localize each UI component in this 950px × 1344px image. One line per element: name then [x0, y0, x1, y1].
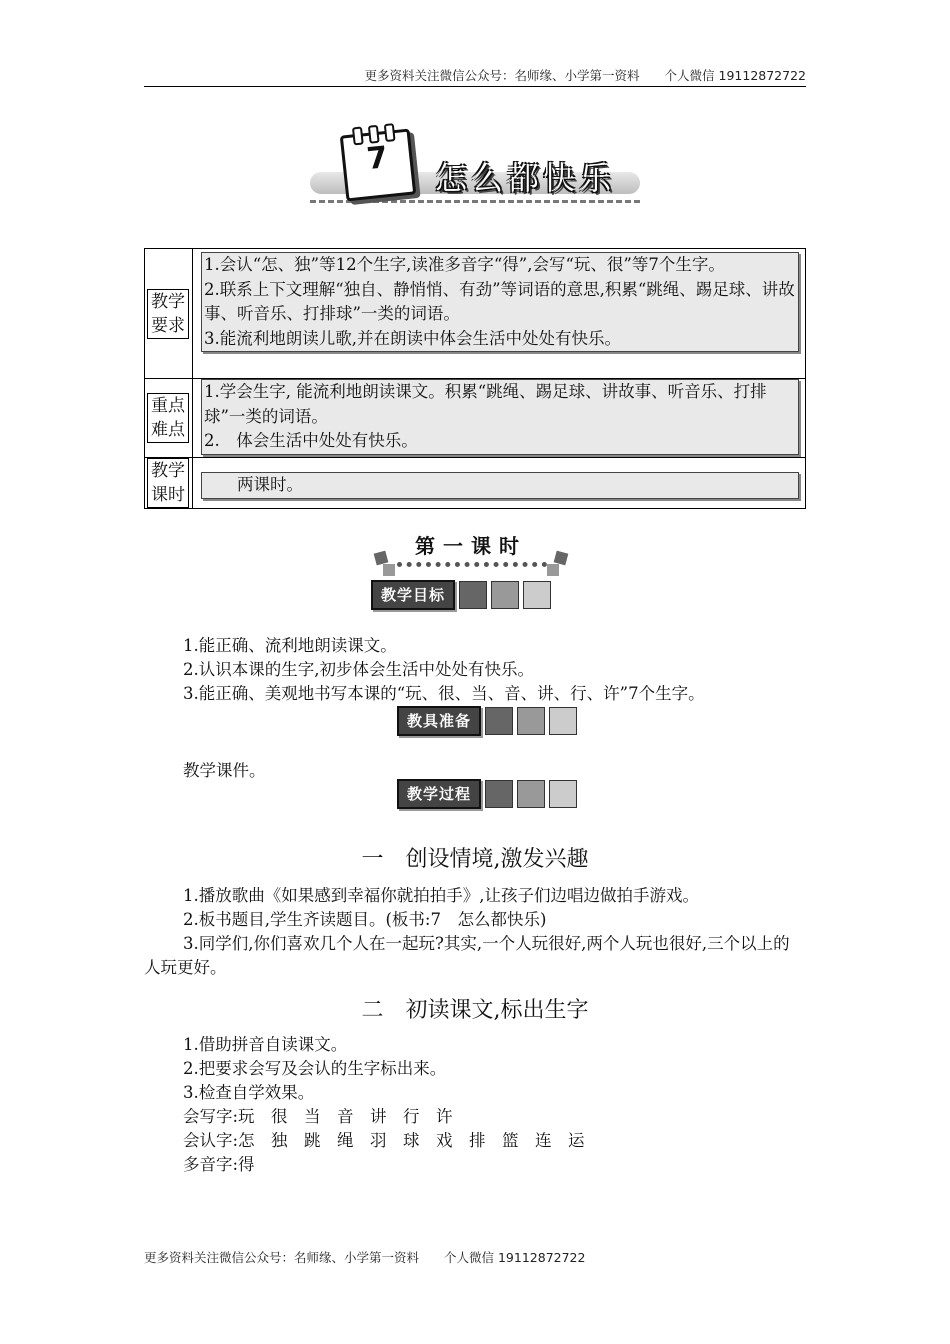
tools-text: 教学课件。 [183, 761, 266, 780]
info-label: 教学要求 [147, 289, 189, 339]
part2-list [144, 1033, 806, 1177]
info-line: 2. 体会生活中处处有快乐。 [204, 431, 418, 450]
section-tag-goals: 教学目标 [371, 580, 551, 610]
page-footer: 更多资料关注微信公众号：名师缘、小学第一资料 个人微信 19112872722 [144, 1250, 586, 1265]
goal-item: 2.认识本课的生字,初步体会生活中处处有快乐。 [183, 660, 534, 679]
header-rule [144, 86, 806, 87]
info-line: 2.联系上下文理解“独自、静悄悄、有劲”等词语的意思,积累“跳绳、踢足球、讲故事、听音乐、打排球”一类的词语。 [204, 279, 795, 323]
info-row-keypoints [144, 379, 806, 458]
goals-list [144, 634, 806, 706]
step-item: 3.同学们,你们喜欢几个人在一起玩?其实,一个人玩很好,两个人玩也很好,三个以上的人玩更好。 [144, 934, 790, 977]
info-row-requirements [144, 249, 806, 379]
step-item: 2.把要求会写及会认的生字标出来。 [183, 1059, 447, 1078]
goal-item: 1.能正确、流利地朗读课文。 [183, 636, 397, 655]
step-item: 1.播放歌曲《如果感到幸福你就拍拍手》,让孩子们边唱边做拍手游戏。 [183, 886, 699, 905]
step-item: 2.板书题目,学生齐读题目。(板书:7 怎么都快乐) [183, 910, 547, 929]
step-item: 1.借助拼音自读课文。 [183, 1035, 348, 1054]
info-table [144, 248, 806, 509]
lesson-period-title: 第一课时 [415, 534, 527, 558]
part1-heading: 一 创设情境,激发兴趣 [361, 847, 589, 872]
section-tag-tools: 教具准备 [397, 706, 577, 736]
part2-heading: 二 初读课文,标出生字 [361, 998, 589, 1023]
info-content [201, 252, 799, 352]
info-row-hours [144, 458, 806, 508]
info-content [201, 472, 799, 499]
info-label: 教学课时 [147, 458, 189, 508]
info-line: 1.会认“怎、独”等12个生字,读准多音字“得”,会写“玩、很”等7个生字。 [204, 255, 725, 274]
info-line: 1.学会生字, 能流利地朗读课文。积累“跳绳、踢足球、讲故事、听音乐、打排球”一类的词语。 [204, 382, 767, 426]
info-label: 重点难点 [147, 393, 189, 443]
recognize-chars: 会认字:怎 独 跳 绳 羽 球 戏 排 篮 连 运 [183, 1131, 585, 1150]
info-line: 两课时。 [204, 475, 303, 494]
lesson-title-banner [305, 120, 645, 210]
polyphone-chars: 多音字:得 [183, 1155, 255, 1174]
lesson-heading [375, 528, 575, 576]
part1-list [144, 884, 806, 980]
page-header: 更多资料关注微信公众号：名师缘、小学第一资料 个人微信 19112872722 [364, 68, 806, 83]
calendar-icon [340, 129, 417, 202]
info-line: 3.能流利地朗读儿歌,并在朗读中体会生活中处处有快乐。 [204, 328, 621, 348]
title-underline [310, 200, 640, 203]
goal-item: 3.能正确、美观地书写本课的“玩、很、当、音、讲、行、许”7个生字。 [183, 684, 705, 703]
step-item: 3.检查自学效果。 [183, 1083, 315, 1102]
info-content [201, 379, 799, 455]
write-chars: 会写字:玩 很 当 音 讲 行 许 [183, 1107, 453, 1126]
lesson-number: 7 [365, 140, 390, 178]
lesson-title: 怎么都快乐 [435, 159, 616, 197]
section-tag-process: 教学过程 [397, 779, 577, 809]
